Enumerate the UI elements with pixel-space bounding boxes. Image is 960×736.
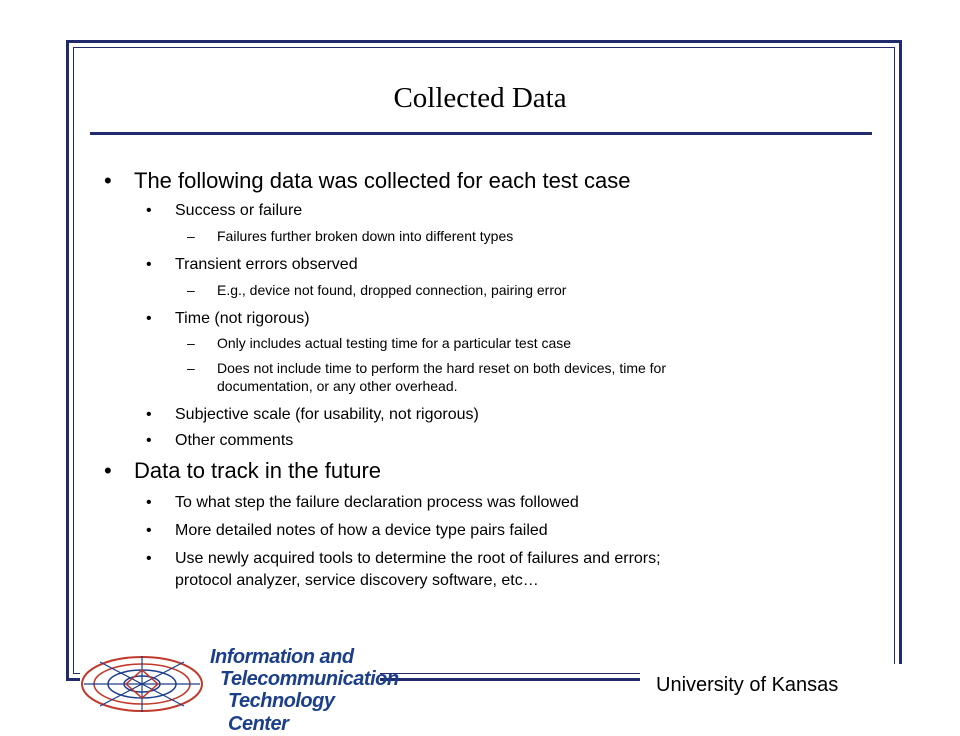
logo-line-2: Telecommunication [220,668,399,690]
bullet-marker: • [146,432,152,449]
bullet-marker: • [146,202,152,219]
ittc-logo [80,642,399,735]
bullet-level3: Only includes actual testing time for a particular test case [217,335,572,351]
bullet-level2: Transient errors observed [175,256,358,273]
bullet-level2: More detailed notes of how a device type pairs failed [175,522,548,539]
bullet-marker: • [146,522,152,539]
bullet-level2: Subjective scale (for usability, not rigorous) [175,406,479,423]
web-globe-icon [80,648,210,718]
slide-title: Collected Data [393,82,567,114]
bullet-level2: Success or failure [175,202,303,219]
bullet-level2: Other comments [175,432,294,449]
bullet-marker: • [146,310,152,327]
bullet-level2-continued: protocol analyzer, service discovery software, etc… [175,572,539,589]
bullet-marker: • [104,168,112,193]
dash-marker: – [187,282,195,298]
bullet-level2: Use newly acquired tools to determine the root of failures and errors; [175,550,661,567]
bullet-level3: Failures further broken down into different types [217,228,514,244]
bullet-level3: Does not include time to perform the hard reset on both devices, time for [217,360,667,376]
dash-marker: – [187,335,195,351]
bullet-level1: The following data was collected for each test case [134,168,631,193]
dash-marker: – [187,228,195,244]
footer-university: University of Kansas [656,674,839,696]
bullet-marker: • [146,494,152,511]
dash-marker: – [187,360,195,376]
bullet-level3: E.g., device not found, dropped connection, pairing error [217,282,567,298]
bullet-marker: • [146,256,152,273]
bullet-level1: Data to track in the future [134,458,382,483]
bullet-level2: Time (not rigorous) [175,310,310,327]
bullet-marker: • [104,458,112,483]
bullet-marker: • [146,406,152,423]
bullet-marker: • [146,550,152,567]
bullet-level3-continued: documentation, or any other overhead. [217,378,458,394]
bullet-level2: To what step the failure declaration process was followed [175,494,579,511]
logo-line-3: Technology Center [228,690,335,735]
logo-line-1: Information and [210,646,354,668]
